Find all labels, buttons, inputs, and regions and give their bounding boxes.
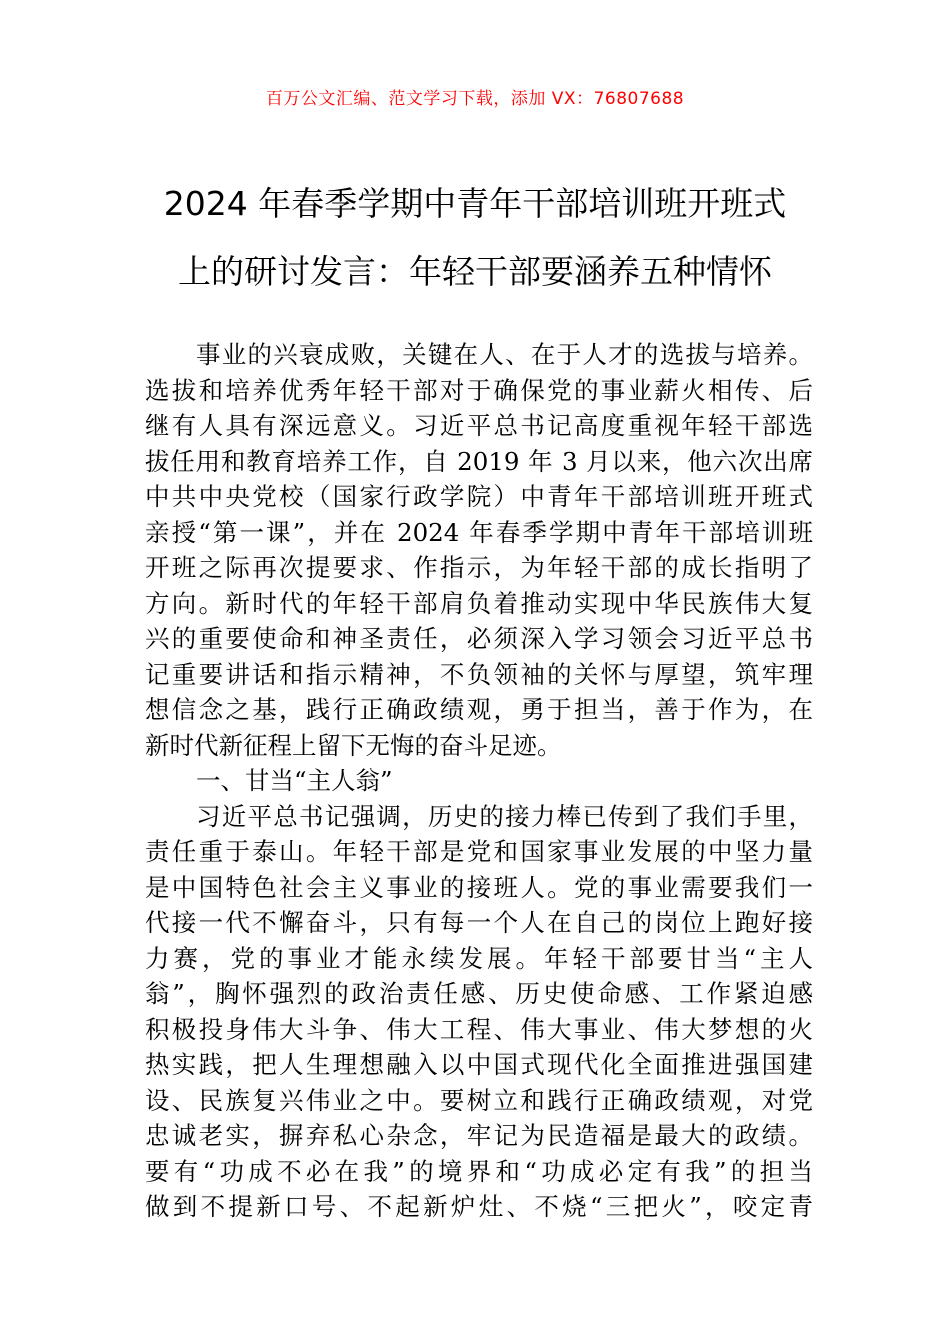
- title-line-2: 上的研讨发言：年轻干部要涵养五种情怀: [178, 252, 772, 291]
- text-line: 力赛，党的事业才能永续发展。年轻干部要甘当“主人: [145, 943, 813, 973]
- text-line: 方向。新时代的年轻干部肩负着推动实现中华民族伟大复: [145, 588, 813, 618]
- document-body: [145, 337, 813, 1225]
- text-line: 记重要讲话和指示精神，不负领袖的关怀与厚望，筑牢理: [145, 659, 813, 689]
- text-line: 翁”，胸怀强烈的政治责任感、历史使命感、工作紧迫感: [145, 979, 813, 1008]
- text-line: 开班之际再次提要求、作指示，为年轻干部的成长指明了: [145, 553, 813, 582]
- text-line: 选拔和培养优秀年轻干部对于确保党的事业薪火相传、后: [145, 375, 813, 405]
- text-line: 忠诚老实，摒弃私心杂念，牢记为民造福是最大的政绩。: [145, 1121, 813, 1150]
- title-line-1: 2024 年春季学期中青年干部培训班开班式: [163, 184, 787, 223]
- text-line: 责任重于泰山。年轻干部是党和国家事业发展的中坚力量: [145, 837, 813, 866]
- text-line: 热实践，把人生理想融入以中国式现代化全面推进强国建: [145, 1050, 813, 1079]
- text-line: 代接一代不懈奋斗，只有每一个人在自己的岗位上跑好接: [145, 908, 813, 937]
- text-line: 拔任用和教育培养工作，自 2019 年 3 月以来，他六次出席: [145, 446, 813, 476]
- text-line: 是中国特色社会主义事业的接班人。党的事业需要我们一: [145, 872, 813, 902]
- header-note: 百万公文汇编、范文学习下载，添加 VX：76807688: [265, 89, 685, 109]
- text-line: 做到不提新口号、不起新炉灶、不烧“三把火”，咬定青: [145, 1192, 813, 1221]
- text-line: 事业的兴衰成败，关键在人、在于人才的选拔与培养。: [196, 340, 813, 369]
- text-line: 设、民族复兴伟业之中。要树立和践行正确政绩观，对党: [145, 1085, 813, 1115]
- text-line: 继有人具有深远意义。习近平总书记高度重视年轻干部选: [145, 411, 813, 440]
- document-title: [110, 170, 840, 306]
- text-line: 要有“功成不必在我”的境界和“功成必定有我”的担当: [145, 1156, 813, 1186]
- text-line: 积极投身伟大斗争、伟大工程、伟大事业、伟大梦想的火: [145, 1014, 813, 1044]
- text-line: 想信念之基，践行正确政绩观，勇于担当，善于作为，在: [145, 695, 813, 724]
- text-line: 习近平总书记强调，历史的接力棒已传到了我们手里，: [196, 801, 813, 831]
- section-heading: 一、甘当“主人翁”: [196, 766, 393, 795]
- text-line: 亲授“第一课”，并在 2024 年春季学期中青年干部培训班: [145, 517, 813, 547]
- text-line: 中共中央党校（国家行政学院）中青年干部培训班开班式: [145, 482, 813, 511]
- text-line: 新时代新征程上留下无悔的奋斗足迹。: [145, 730, 562, 760]
- text-line: 兴的重要使命和神圣责任，必须深入学习领会习近平总书: [145, 624, 813, 653]
